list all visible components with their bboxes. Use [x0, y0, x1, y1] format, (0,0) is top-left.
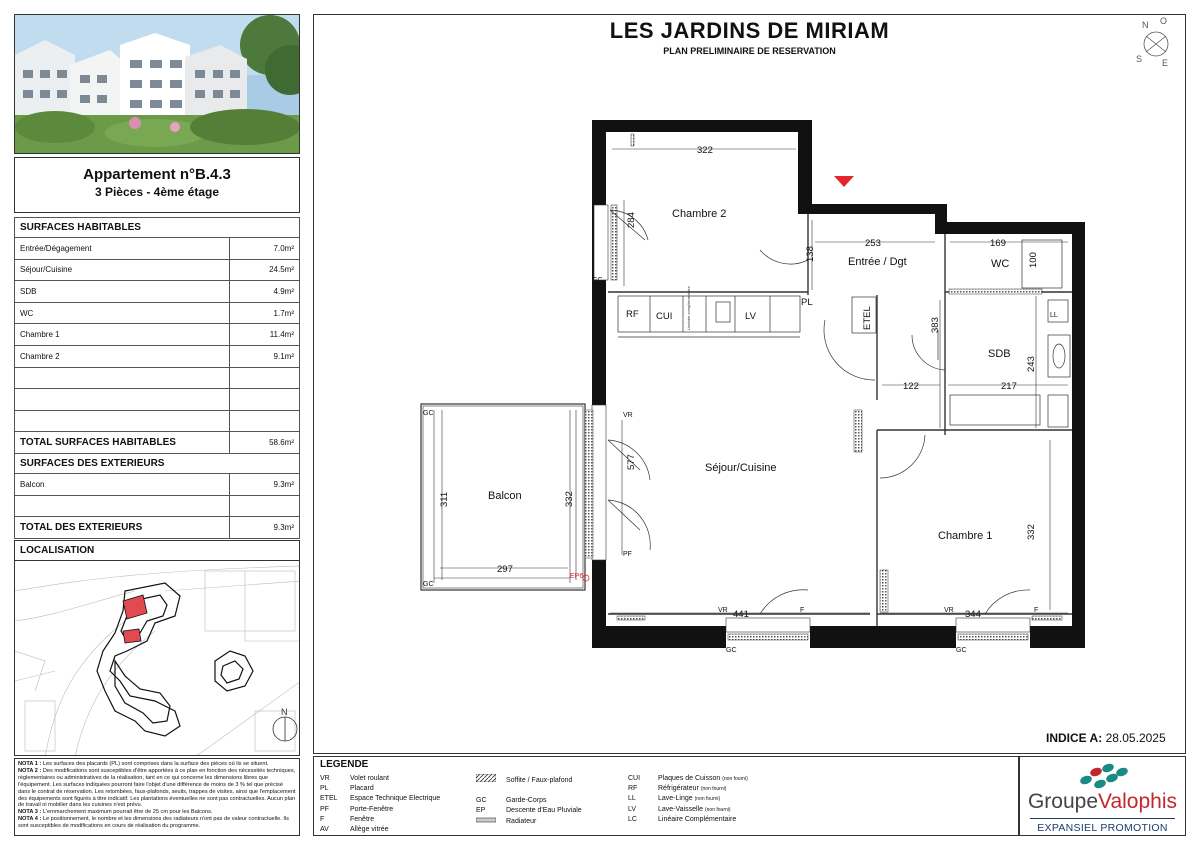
radiator-icon [476, 817, 496, 823]
svg-text:LL: LL [1050, 312, 1058, 319]
legend-item: Radiateur [476, 817, 582, 827]
soffit [949, 289, 1042, 294]
legend-item: PF Porte-Fenêtre [320, 805, 394, 813]
svg-text:322: 322 [697, 145, 713, 156]
room-sdb: SDB [988, 348, 1011, 360]
svg-text:122: 122 [903, 381, 919, 392]
svg-text:100: 100 [1028, 252, 1039, 268]
ext-total-value: 9.3m² [230, 517, 300, 539]
legend-item: EP Descente d'Eau Pluviale [476, 807, 582, 815]
svg-text:VR: VR [944, 607, 954, 614]
ep-icon [583, 575, 589, 581]
room-entree: Entrée / Dgt [848, 256, 907, 268]
logo-divider [1030, 818, 1175, 819]
ext-total-label: TOTAL DES EXTERIEURS [15, 517, 230, 539]
total-value: 58.6m² [230, 432, 300, 454]
row-label: Chambre 2 [15, 345, 230, 367]
row-value: 4.9m² [230, 281, 300, 303]
legend-col-3 [628, 774, 748, 825]
ep-label: EP6 [570, 573, 584, 580]
note-3: NOTA 3 : L'emmarchement maximum pourrait être de 25 cm pour les Balcons. [18, 809, 213, 816]
svg-text:243: 243 [1026, 356, 1037, 372]
bathroom-fixtures [950, 240, 1070, 427]
svg-text:332: 332 [1026, 524, 1037, 540]
legend-item: LV Lave-Vaisselle (non fourni) [628, 805, 731, 813]
north-label: N [281, 707, 288, 717]
localisation-heading: LOCALISATION [14, 540, 300, 560]
legend-item: LC Linéaire Complémentaire [628, 815, 737, 823]
soffit-icon [476, 774, 496, 782]
svg-text:VR: VR [623, 412, 633, 419]
row-value: 7.0m² [230, 238, 300, 260]
svg-text:E: E [1162, 58, 1169, 68]
window-sejour [585, 405, 633, 560]
compass-icon [1136, 16, 1168, 68]
notes-block [14, 758, 300, 836]
svg-text:297: 297 [497, 564, 513, 575]
total-label: TOTAL SURFACES HABITABLES [15, 432, 230, 454]
svg-text:GC: GC [726, 647, 737, 654]
svg-text:383: 383 [930, 317, 941, 333]
svg-text:GC: GC [956, 647, 967, 654]
note-1: NOTA 1 : Les surfaces des placards (PL) sont comprises dans la surface des pièces où ils se situent. [18, 761, 269, 767]
svg-text:253: 253 [865, 238, 881, 249]
svg-text:284: 284 [626, 212, 637, 228]
svg-text:169: 169 [990, 238, 1006, 249]
apartment-subtitle: 3 Pièces - 4ème étage [94, 185, 220, 199]
svg-text:332: 332 [564, 491, 575, 507]
svg-text:Linéaire complémentaire: Linéaire complémentaire [686, 286, 691, 330]
svg-text:PF: PF [623, 551, 632, 558]
room-chambre1: Chambre 1 [938, 530, 993, 542]
ext-heading: SURFACES DES EXTERIEURS [15, 453, 300, 473]
legend-item: PL Placard [320, 785, 374, 793]
row-value: 9.3m² [230, 473, 300, 495]
row-label: WC [15, 302, 230, 324]
note-4: NOTA 4 : Le positionnement, le nombre et les dimensions des radiateurs n'ont pas de valeur contractuelle. Ils sont susceptibles de modifications en cours de réalisation du programme. [18, 816, 289, 830]
surfaces-heading: SURFACES HABITABLES [15, 218, 300, 238]
svg-text:GC: GC [423, 410, 434, 417]
apartment-title: Appartement n°B.4.3 [83, 166, 231, 183]
svg-text:F: F [1034, 607, 1039, 614]
legend-item: CUI Plaques de Cuisson (non fourni) [628, 775, 748, 782]
legend-item: GC Garde-Corps [476, 797, 547, 805]
indice-date: 28.05.2025 [1105, 731, 1166, 745]
legend-item: F Fenêtre [320, 815, 375, 823]
svg-text:ETEL: ETEL [862, 306, 873, 330]
svg-text:N: N [1142, 20, 1149, 30]
legend-item: AV Allège vitrée [320, 826, 389, 834]
note-2: NOTA 2 : Des modifications sont susceptibles d'être apportées à ce plan en fonction des nécessités techniques, réglementaires ou administratives de la réalisation, tant en ce qui concerne les dimensions libres que l'équipement. Les surfaces indiquées pourront faire l'objet d'une différence de moins de 3 % tel que précisé dans le contrat de réservation. Les retombées, faux-plafonds, seuils, trappes de visites, ainsi que l'emplacement des équipements sont figurés à titre indicatif. Les plantations éventuelles ne sont pas contractuelles. Aucun plan de travail ni mobilier dans les cuisines n'est prévu. [18, 767, 296, 809]
row-label: Séjour/Cuisine [15, 259, 230, 281]
svg-text:F: F [800, 607, 805, 614]
svg-text:RF: RF [626, 309, 639, 320]
svg-text:CUI: CUI [656, 311, 673, 322]
svg-text:S: S [1136, 54, 1143, 64]
svg-text:577: 577 [626, 454, 637, 470]
legend-item: LL Lave-Linge (non fourni) [628, 795, 721, 803]
row-value: 24.5m² [230, 259, 300, 281]
svg-text:LV: LV [745, 311, 756, 322]
legend-item: ETEL Espace Technique Electrique [320, 795, 441, 803]
legend-title: LEGENDE [320, 759, 369, 770]
svg-text:344: 344 [965, 609, 981, 620]
entrance-marker-icon [834, 176, 854, 187]
svg-text:O: O [1160, 16, 1168, 26]
indice-stamp [1046, 731, 1166, 745]
legend-item: Soffite / Faux-plafond [476, 774, 582, 786]
legend-col-1 [320, 774, 440, 835]
row-label: Chambre 1 [15, 324, 230, 346]
row-value: 1.7m² [230, 302, 300, 324]
legend-item: VR Volet roulant [320, 775, 389, 782]
legend-col-2 [476, 774, 582, 827]
room-sejour: Séjour/Cuisine [705, 462, 777, 474]
window-chambre2 [592, 205, 617, 284]
svg-text:PL: PL [801, 297, 813, 308]
valophis-logo-icon [1074, 760, 1134, 790]
logo-name: GroupeValophis [1027, 790, 1178, 813]
svg-text:217: 217 [1001, 381, 1017, 392]
svg-text:138: 138 [805, 246, 816, 262]
row-label: Balcon [15, 473, 230, 495]
svg-text:GC: GC [592, 277, 603, 284]
page-subtitle: PLAN PRELIMINAIRE DE RESERVATION [663, 46, 836, 56]
row-label: Entrée/Dégagement [15, 238, 230, 260]
row-value: 11.4m² [230, 324, 300, 346]
logo-subtitle: EXPANSIEL PROMOTION [1037, 822, 1168, 834]
room-wc: WC [991, 258, 1010, 270]
page-title: LES JARDINS DE MIRIAM [609, 18, 890, 43]
room-chambre2: Chambre 2 [672, 208, 727, 220]
svg-text:311: 311 [439, 491, 450, 507]
svg-text:441: 441 [733, 609, 749, 620]
legend-item: RF Réfrigérateur (non fourni) [628, 785, 727, 793]
row-value: 9.1m² [230, 345, 300, 367]
svg-text:GC: GC [423, 581, 434, 588]
row-label: SDB [15, 281, 230, 303]
room-balcon: Balcon [488, 490, 522, 502]
indice-label: INDICE A: [1046, 731, 1103, 745]
svg-text:VR: VR [718, 607, 728, 614]
